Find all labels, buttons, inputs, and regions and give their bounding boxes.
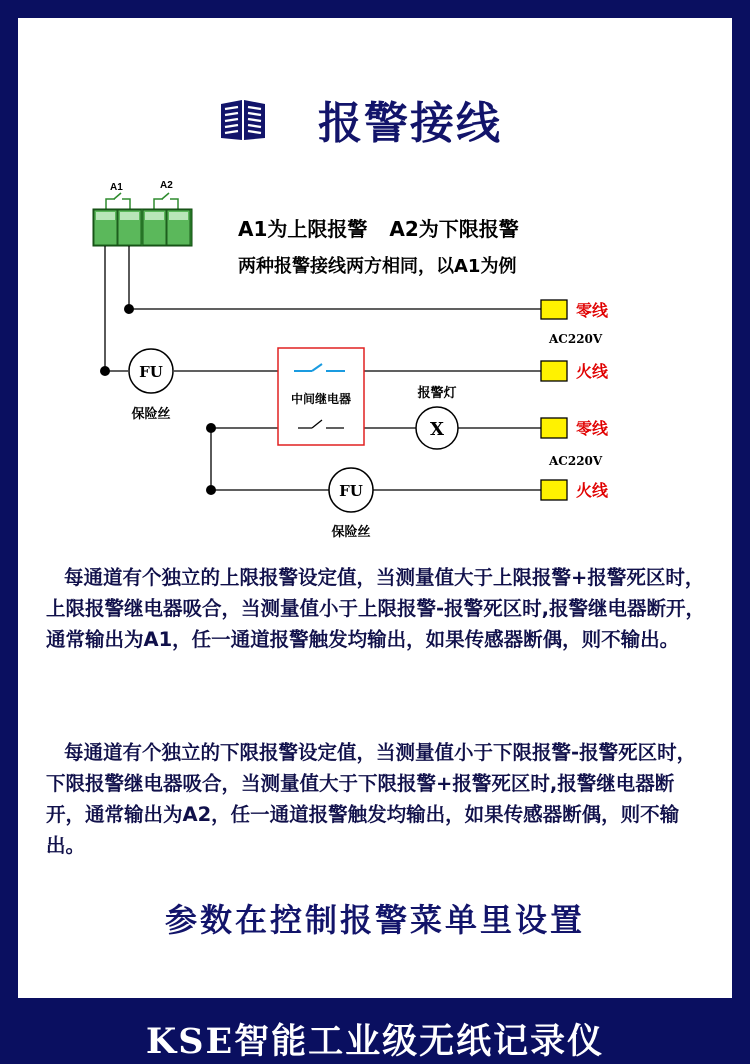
fuse-1: [129, 349, 173, 393]
fuse-2: [329, 468, 373, 512]
terminal-neutral-1: [541, 300, 609, 320]
terminal-neutral-1-label: 零线: [576, 301, 609, 320]
terminal-live-1: [541, 361, 609, 381]
terminal-neutral-2: [541, 418, 609, 438]
lamp-symbol: X: [430, 419, 444, 440]
relay-terminal-block: [93, 209, 192, 246]
page-title: 报警接线: [318, 98, 502, 149]
lamp-caption: 报警灯: [417, 386, 457, 401]
relay-a2-label: A2: [160, 180, 173, 191]
wiring-note: 两种报警接线两方相同，以A1为例: [238, 256, 517, 277]
fuse-1-caption: 保险丝: [131, 407, 171, 422]
a2-heading: A2为下限报警: [389, 217, 519, 241]
fuse-2-caption: 保险丝: [331, 525, 371, 540]
fuse-1-label: FU: [139, 363, 163, 381]
product-title: KSE智能工业级无纸记录仪: [145, 1021, 605, 1062]
terminal-live-2-label: 火线: [576, 481, 609, 500]
alarm-lamp: [416, 407, 458, 449]
upper-limit-description: 每通道有个独立的上限报警设定值，当测量值大于上限报警+报警死区时，上限报警继电器吸合，当测量值小于上限报警-报警死区时,报警继电器断开，通常输出为A1，任一通道报警触发均输出，如果传感器断偶，则不输出。: [46, 566, 706, 651]
ac-voltage-label-1: AC220V: [549, 332, 603, 346]
terminal-live-1-label: 火线: [576, 362, 609, 381]
relay-a1-label: A1: [110, 182, 123, 193]
a1-heading: A1为上限报警: [238, 217, 368, 241]
relay-box-label: 中间继电器: [290, 392, 352, 406]
relay-contact-symbols: [106, 193, 178, 210]
terminal-neutral-2-label: 零线: [576, 419, 609, 438]
terminal-live-2: [541, 480, 609, 500]
intermediate-relay-box: [278, 348, 364, 445]
settings-note: 参数在控制报警菜单里设置: [164, 901, 585, 939]
ac-voltage-label-2: AC220V: [549, 454, 603, 468]
junction-dots: [100, 304, 216, 495]
lower-limit-description: 每通道有个独立的下限报警设定值，当测量值小于下限报警-报警死区时，下限报警继电器吸合，当测量值大于下限报警+报警死区时,报警继电器断开，通常输出为A2，任一通道报警触发均输出，如果传感器断偶，则不输出。: [46, 741, 697, 857]
fuse-2-label: FU: [339, 482, 363, 500]
